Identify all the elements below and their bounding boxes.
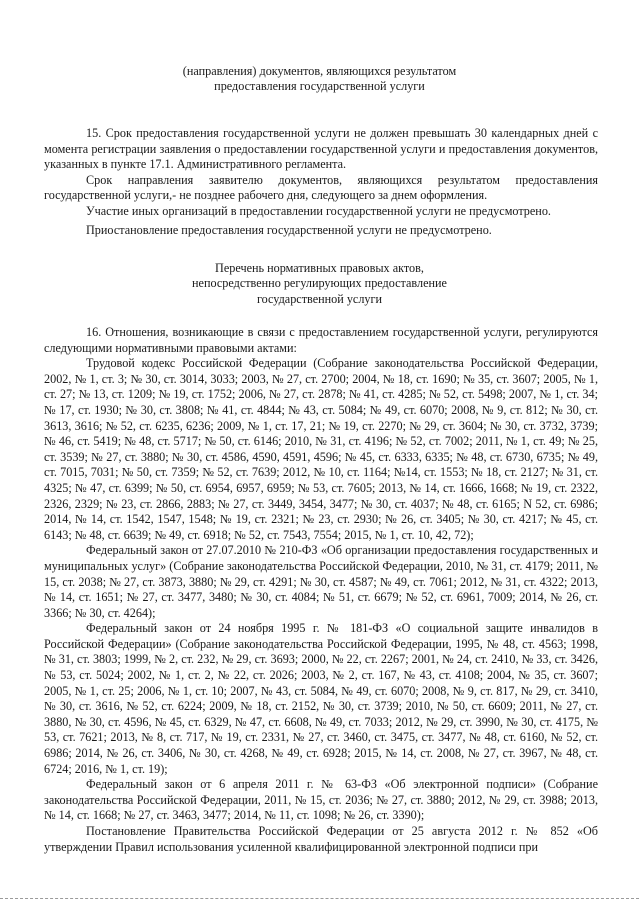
- paragraph-labor-code: Трудовой кодекс Российской Федерации (Собрание законодательства Российской Федерации, 2002, № 1, ст. 3; № 30, ст. 3014, 3033; 2003, № 27, ст. 2700; 2004, № 18, ст. 1690; № 35, ст. 3607; 2005, № 1, ст. 27; № 13, ст. 1209; № 19, ст. 1752; 2006, № 27, ст. 2878; № 41, ст. 4285; № 52, ст. 5498; 2007, № 1, ст. 34; № 17, ст. 1930; № 30, ст. 3808; № 41, ст. 4844; № 43, ст. 5084; № 49, ст. 6070; 2008, № 9, ст. 812; № 30, ст. 3613, 3616; № 52, ст. 6235, 6236; 2009, № 1, ст. 17, 21; № 19, ст. 2270; № 29, ст. 3604; № 30, ст. 3732, 3739; № 46, ст. 5419; № 48, ст. 5717; № 50, ст. 6146; 2010, № 31, ст. 4196; № 52, ст. 7002; 2011, № 1, ст. 49; № 25, ст. 3539; № 27, ст. 3880; № 30, ст. 4586, 4590, 4591, 4596; № 45, ст. 6333, 6335; № 48, ст. 6730, 6735; № 49, ст. 7015, 7031; № 50, ст. 7359; № 52, ст. 7639; 2012, № 10, ст. 1164; №14, ст. 1553; № 18, ст. 2127; № 31, ст. 4325; № 47, ст. 6399; № 50, ст. 6954, 6957, 6959; № 53, ст. 7605; 2013, № 14, ст. 1666, 1668; № 19, ст. 2322, 2326, 2329; № 23, ст. 2866, 2883; № 27, ст. 3449, 3454, 3477; № 30, ст. 4037; № 48, ст. 6165; N 52, ст. 6986; 2014, № 14, ст. 1542, 1547, 1548; № 19, ст. 2321; № 23, ст. 2930; № 26, ст. 3405; № 30, ст. 4217; № 45, ст. 6143; № 48, ст. 6639; № 49, ст. 6918; № 52, ст. 7543, 7554; 2015, № 1, ст. 10, 42, 72);: [44, 356, 598, 542]
- paragraph-16-intro: 16. Отношения, возникающие в связи с предоставлением государственной услуги, регулируются следующими нормативными правовыми актами:: [44, 325, 598, 355]
- result-documents-heading: [0, 64, 639, 95]
- heading-line: непосредственно регулирующих предоставление: [192, 276, 447, 291]
- paragraph-law-181: Федеральный закон от 24 ноября 1995 г. № 181-ФЗ «О социальной защите инвалидов в Российской Федерации» (Собрание законодательства Российской Федерации, 1995, № 48, ст. 4563; 1998, № 31, ст. 3803; 1999, № 2, ст. 232, № 29, ст. 3693; 2000, № 22, ст. 2267; 2001, № 24, ст. 2410, № 33, ст. 3426, № 53, ст. 5024; 2002, № 1, ст. 2, № 22, ст. 2026; 2003, № 2, ст. 167, № 43, ст. 4108; 2004, № 35, ст. 3607; 2005, № 1, ст. 25; 2006, № 1, ст. 10; 2007, № 43, ст. 5084, № 49, ст. 6070; 2008, № 9, ст. 817, № 29, ст. 3410, № 30, ст. 3616, № 52, ст. 6224; 2009, № 18, ст. 2152, № 30, ст. 3739; 2010, № 50, ст. 6609; 2011, № 27, ст. 3880, № 30, ст. 4596, № 45, ст. 6329, № 47, ст. 6608, № 49, ст. 7033; 2012, № 29, ст. 3990, № 30, ст. 4175, № 53, ст. 7621; 2013, № 8, ст. 717, № 19, ст. 2331, № 27, ст. 3460, ст. 3475, ст. 3477, № 48, ст. 6160, № 52, ст. 6986; 2014, № 26, ст. 3406, № 30, ст. 4268, № 49, ст. 6928; 2015, № 14, ст. 2008, № 27, ст. 3967, № 48, ст. 6724; 2016, № 1, ст. 19);: [44, 621, 598, 776]
- heading-line: (направления) документов, являющихся результатом: [182, 64, 457, 78]
- section-16: [44, 325, 598, 855]
- section-15: [44, 126, 598, 238]
- legal-acts-heading: [0, 261, 639, 307]
- heading-line: предоставления государственной услуги: [214, 79, 425, 94]
- paragraph-15-other-orgs: Участие иных организаций в предоставлении государственной услуги не предусмотрено.: [86, 203, 551, 218]
- page-edge-divider: [0, 898, 639, 900]
- paragraph-15-term: 15. Срок предоставления государственной услуги не должен превышать 30 календарных дней с момента регистрации заявления о предоставлении государственной услуги и предоставления документов, указанных в пункте 17.1. Административного регламента.: [44, 126, 598, 172]
- heading-line: государственной услуги: [256, 291, 383, 306]
- paragraph-resolution-852: Постановление Правительства Российской Федерации от 25 августа 2012 г. № 852 «Об утверждении Правил использования усиленной квалифицированной электронной подписи при: [44, 824, 598, 854]
- paragraph-15-delivery-term: Срок направления заявителю документов, являющихся результатом предоставления государственной услуги,- не позднее рабочего дня, следующего за днем оформления.: [44, 172, 598, 203]
- paragraph-15-suspension: Приостановление предоставления государственной услуги не предусмотрено.: [86, 222, 492, 237]
- paragraph-law-63: Федеральный закон от 6 апреля 2011 г. № 63-ФЗ «Об электронной подписи» (Собрание законодательства Российской Федерации, 2011, № 15, ст. 2036; № 27, ст. 3880; 2012, № 29, ст. 3988; 2013, № 14, ст. 1668; № 27, ст. 3463, 3477; 2014, № 11, ст. 1098; № 26, ст. 3390);: [44, 777, 598, 823]
- paragraph-law-210: Федеральный закон от 27.07.2010 № 210-ФЗ «Об организации предоставления государственных и муниципальных услуг» (Собрание законодательства Российской Федерации, 2010, № 31, ст. 4179; 2011, № 15, ст. 2038; № 27, ст. 3873, 3880; № 29, ст. 4291; № 30, ст. 4587; № 49, ст. 7061; 2012, № 31, ст. 4322; 2013, № 14, ст. 1651; № 27, ст. 3477, 3480; № 30, ст. 4084; № 51, ст. 6679; № 52, ст. 6961, 7009; 2014, № 26, ст. 3366; № 30, ст. 4264);: [44, 543, 598, 620]
- heading-line: Перечень нормативных правовых актов,: [215, 261, 424, 275]
